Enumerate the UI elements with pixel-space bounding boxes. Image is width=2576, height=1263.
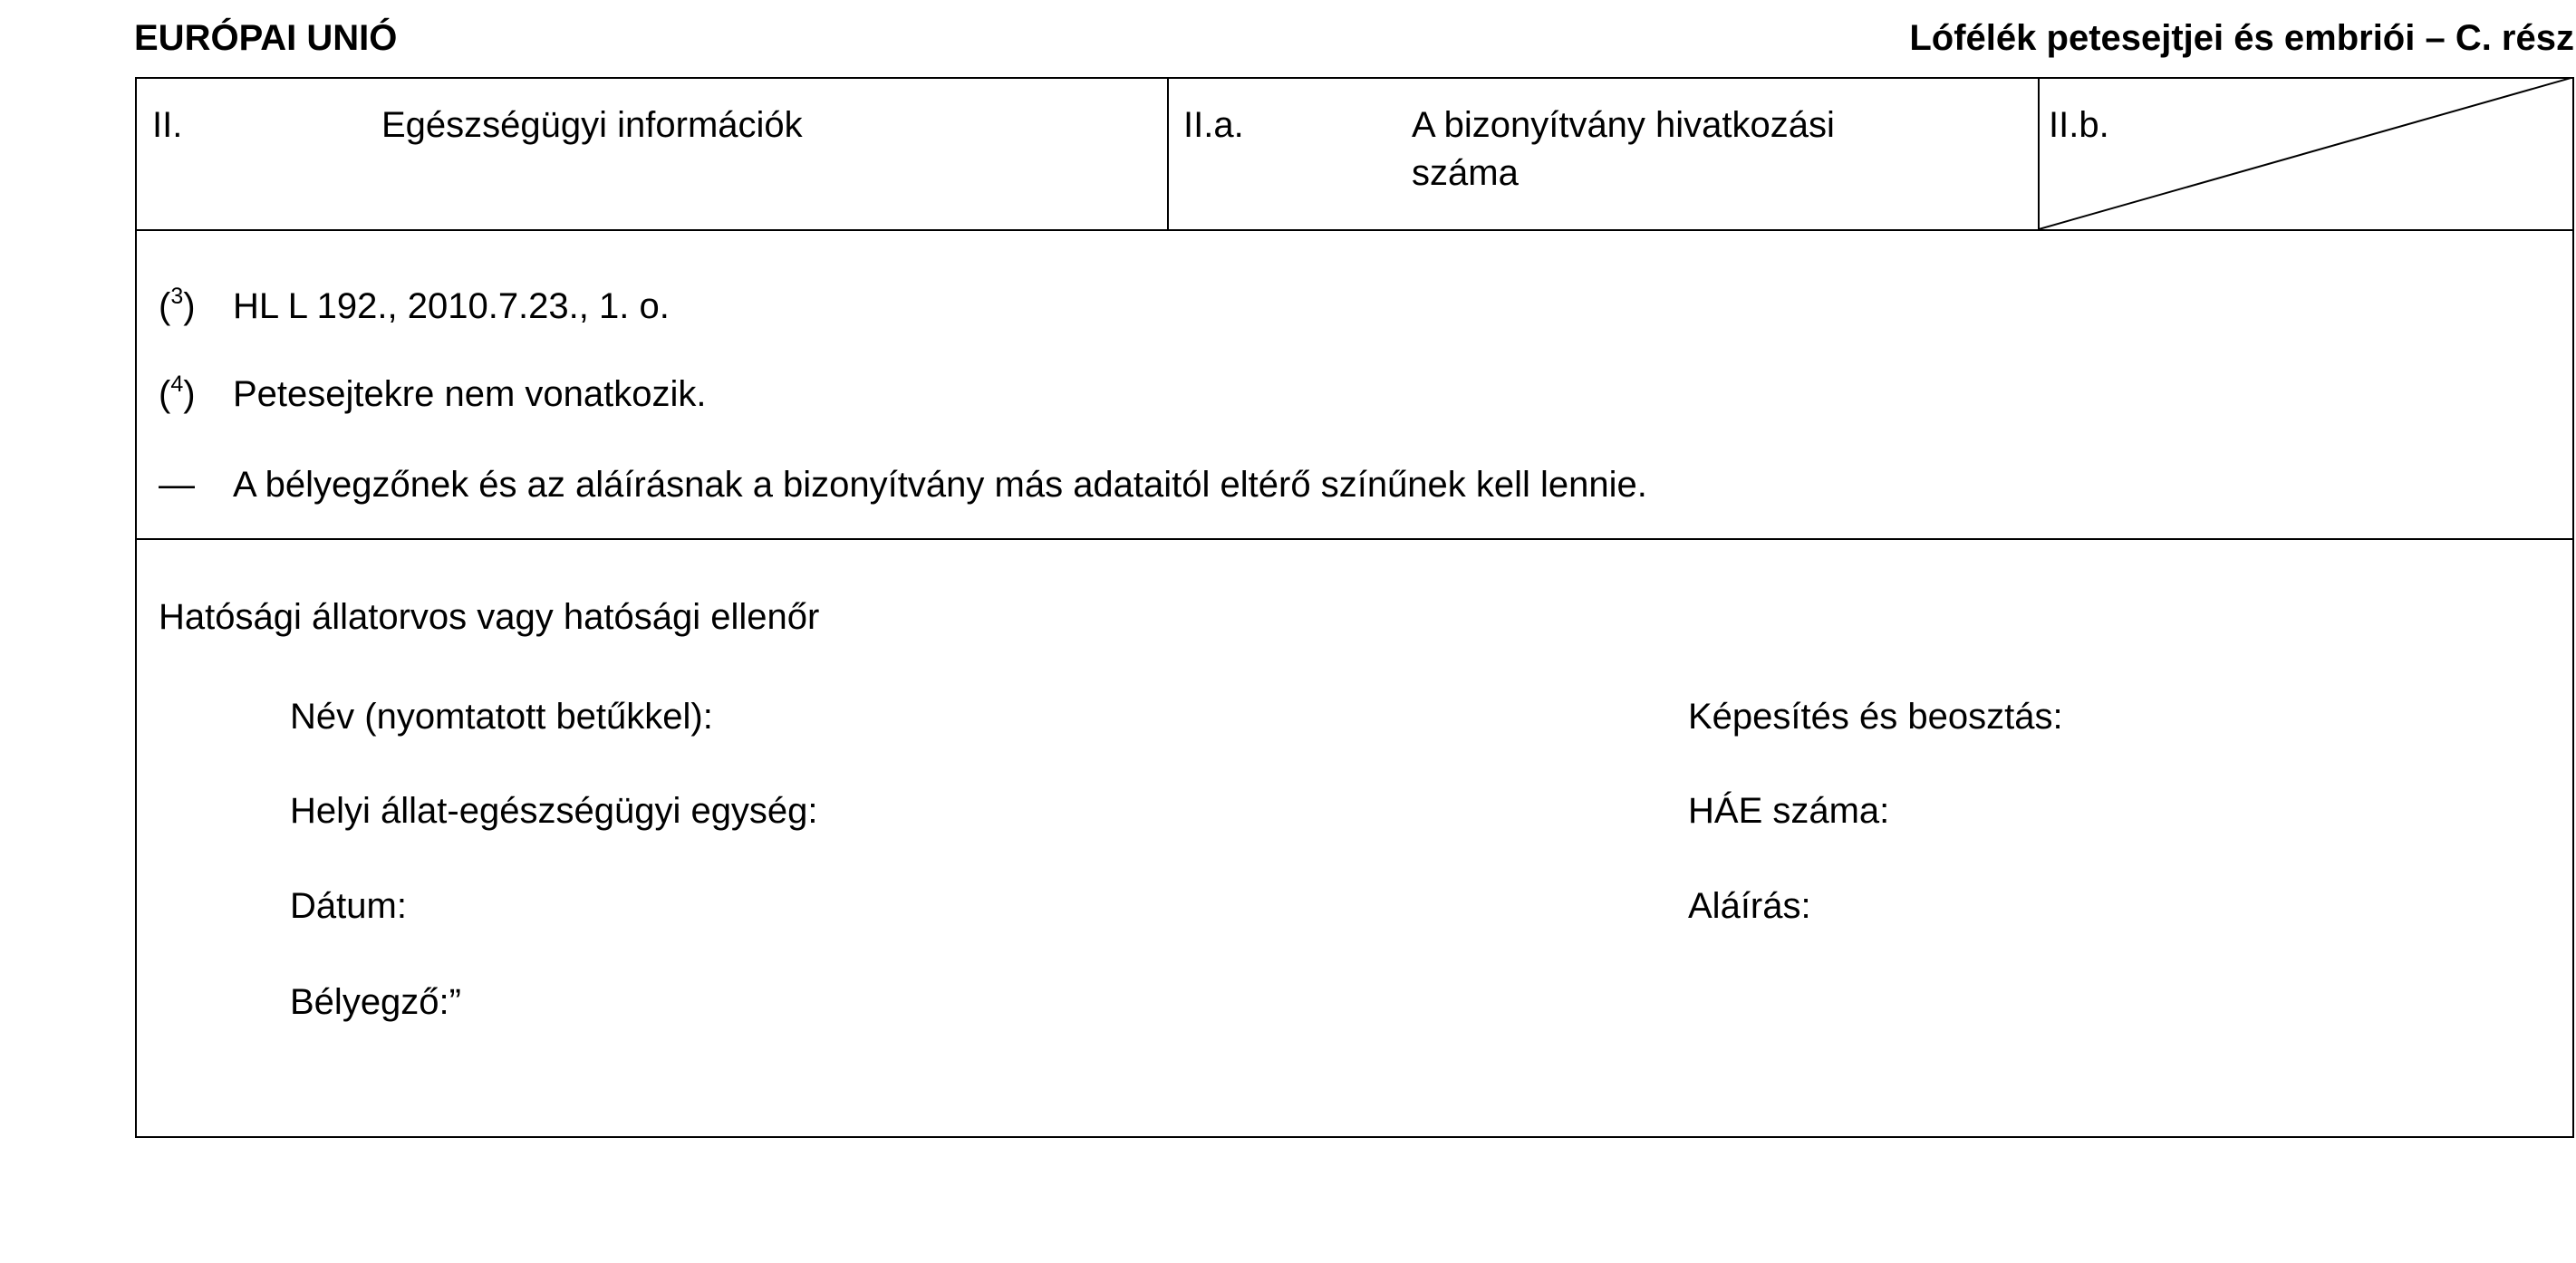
name-label: Név (nyomtatott betűkkel): bbox=[290, 697, 713, 737]
footnote-text: Petesejtekre nem vonatkozik. bbox=[233, 374, 707, 414]
section-b-number: II.b. bbox=[2049, 105, 2109, 145]
reference-number-label: II.a. bbox=[1183, 105, 1244, 145]
lvu-number-label: HÁE száma: bbox=[1688, 791, 1890, 831]
official-title: Hatósági állatorvos vagy hatósági ellenőr bbox=[159, 597, 820, 637]
signature-label: Aláírás: bbox=[1688, 886, 1811, 926]
qualification-label: Képesítés és beosztás: bbox=[1688, 697, 2063, 737]
dash-marker: — bbox=[159, 465, 195, 505]
reference-title-line1: A bizonyítvány hivatkozási bbox=[1412, 105, 1835, 145]
header-left-title: EURÓPAI UNIÓ bbox=[134, 18, 398, 58]
date-label: Dátum: bbox=[290, 886, 407, 926]
reference-title-line2: száma bbox=[1412, 153, 1519, 193]
footnote-text: HL L 192., 2010.7.23., 1. o. bbox=[233, 286, 670, 326]
header-right-title: Lófélék petesejtjei és embriói – C. rész bbox=[1909, 18, 2574, 58]
note-text: A bélyegzőnek és az aláírásnak a bizonyítvány más adataitól eltérő színűnek kell lennie. bbox=[233, 465, 1647, 505]
stamp-label: Bélyegző:” bbox=[290, 982, 461, 1022]
section-title: Egészségügyi információk bbox=[381, 105, 803, 145]
local-unit-label: Helyi állat-egészségügyi egység: bbox=[290, 791, 818, 831]
strike-through-diagonal bbox=[2039, 77, 2574, 231]
column-divider bbox=[1167, 77, 1169, 231]
footnote-marker: ($^4$) bbox=[159, 371, 196, 414]
footnote-marker: ($^3$) bbox=[159, 283, 196, 326]
section-number: II. bbox=[152, 105, 183, 145]
